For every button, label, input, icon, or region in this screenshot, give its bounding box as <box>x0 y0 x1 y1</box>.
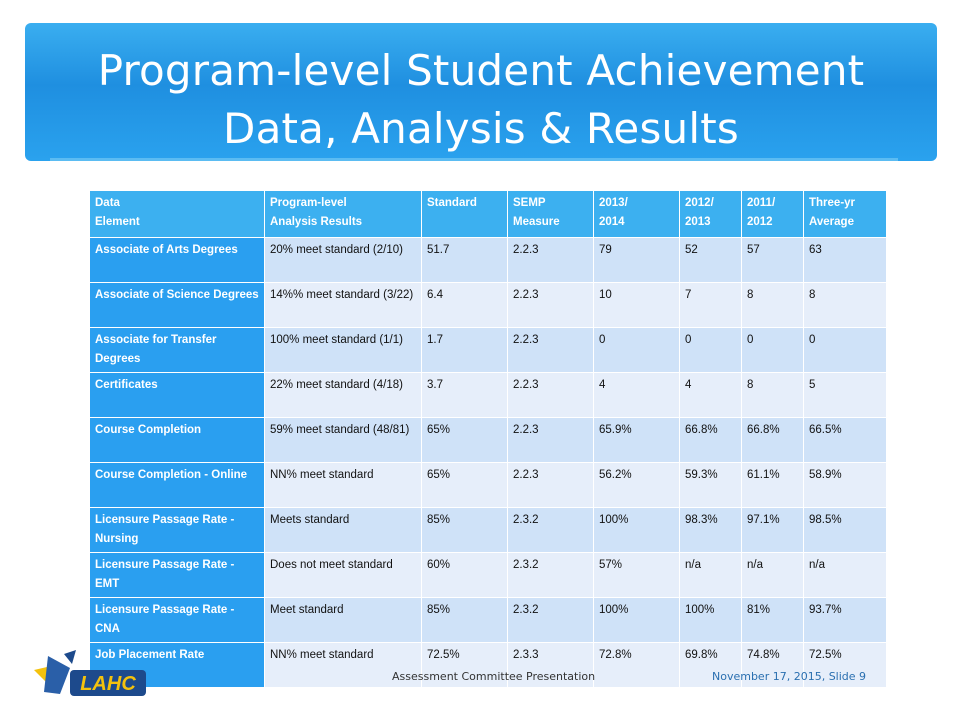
cell-y1213: 100% <box>680 598 742 643</box>
cell-y1112: 81% <box>742 598 804 643</box>
cell-avg: 0 <box>804 328 887 373</box>
table-row <box>90 238 887 283</box>
cell-analysis: Meet standard <box>265 598 422 643</box>
cell-analysis: 20% meet standard (2/10) <box>265 238 422 283</box>
cell-standard: 60% <box>422 553 508 598</box>
cell-y1112: 61.1% <box>742 463 804 508</box>
cell-y1314: 65.9% <box>594 418 680 463</box>
cell-semp: 2.3.2 <box>508 508 594 553</box>
cell-y1112: n/a <box>742 553 804 598</box>
cell-standard: 6.4 <box>422 283 508 328</box>
table-header-row <box>90 191 887 238</box>
table-row <box>90 328 887 373</box>
cell-y1213: 7 <box>680 283 742 328</box>
cell-analysis: NN% meet standard <box>265 643 422 688</box>
cell-y1213: 69.8% <box>680 643 742 688</box>
cell-y1213: n/a <box>680 553 742 598</box>
table-row <box>90 418 887 463</box>
cell-element: Associate for Transfer Degrees <box>90 328 265 373</box>
cell-y1314: 10 <box>594 283 680 328</box>
cell-semp: 2.2.3 <box>508 328 594 373</box>
cell-avg: 66.5% <box>804 418 887 463</box>
cell-element: Licensure Passage Rate - Nursing <box>90 508 265 553</box>
cell-y1314: 56.2% <box>594 463 680 508</box>
cell-avg: 93.7% <box>804 598 887 643</box>
cell-standard: 3.7 <box>422 373 508 418</box>
cell-analysis: 59% meet standard (48/81) <box>265 418 422 463</box>
cell-semp: 2.3.2 <box>508 553 594 598</box>
cell-standard: 72.5% <box>422 643 508 688</box>
cell-y1314: 0 <box>594 328 680 373</box>
cell-y1314: 72.8% <box>594 643 680 688</box>
cell-semp: 2.2.3 <box>508 238 594 283</box>
cell-y1112: 8 <box>742 373 804 418</box>
cell-analysis: 22% meet standard (4/18) <box>265 373 422 418</box>
footer-date-slide: November 17, 2015, Slide 9 <box>712 670 867 683</box>
cell-y1213: 66.8% <box>680 418 742 463</box>
cell-y1112: 74.8% <box>742 643 804 688</box>
cell-standard: 1.7 <box>422 328 508 373</box>
lahc-logo <box>30 648 150 700</box>
cell-semp: 2.3.3 <box>508 643 594 688</box>
cell-analysis: 100% meet standard (1/1) <box>265 328 422 373</box>
table-row <box>90 553 887 598</box>
header-data-element: Data Element <box>90 191 265 238</box>
header-2012-2013: 2012/ 2013 <box>680 191 742 238</box>
cell-y1213: 59.3% <box>680 463 742 508</box>
cell-avg: 5 <box>804 373 887 418</box>
cell-avg: 72.5% <box>804 643 887 688</box>
cell-y1213: 52 <box>680 238 742 283</box>
table-row <box>90 283 887 328</box>
header-analysis-results: Program-level Analysis Results <box>265 191 422 238</box>
cell-element: Course Completion <box>90 418 265 463</box>
table-row <box>90 508 887 553</box>
cell-y1314: 100% <box>594 508 680 553</box>
cell-element: Job Placement Rate <box>90 643 265 688</box>
cell-semp: 2.3.2 <box>508 598 594 643</box>
cell-y1314: 4 <box>594 373 680 418</box>
cell-element: Licensure Passage Rate - EMT <box>90 553 265 598</box>
table-row <box>90 598 887 643</box>
cell-semp: 2.2.3 <box>508 463 594 508</box>
cell-y1112: 0 <box>742 328 804 373</box>
slide-title <box>25 42 937 158</box>
cell-y1213: 0 <box>680 328 742 373</box>
cell-avg: 58.9% <box>804 463 887 508</box>
achievement-table <box>89 190 887 688</box>
cell-analysis: 14%% meet standard (3/22) <box>265 283 422 328</box>
title-line-1: Program-level Student Achievement <box>97 46 865 95</box>
cell-y1112: 66.8% <box>742 418 804 463</box>
cell-y1314: 100% <box>594 598 680 643</box>
svg-text:LAHC: LAHC <box>80 673 136 695</box>
cell-y1112: 57 <box>742 238 804 283</box>
cell-element: Course Completion - Online <box>90 463 265 508</box>
cell-avg: n/a <box>804 553 887 598</box>
cell-element: Associate of Arts Degrees <box>90 238 265 283</box>
header-standard: Standard <box>422 191 508 238</box>
footer-presentation-name: Assessment Committee Presentation <box>392 670 596 683</box>
cell-y1314: 79 <box>594 238 680 283</box>
cell-analysis: NN% meet standard <box>265 463 422 508</box>
table-row <box>90 373 887 418</box>
cell-y1213: 98.3% <box>680 508 742 553</box>
cell-y1112: 97.1% <box>742 508 804 553</box>
cell-semp: 2.2.3 <box>508 418 594 463</box>
header-three-yr-average: Three-yr Average <box>804 191 887 238</box>
cell-element: Associate of Science Degrees <box>90 283 265 328</box>
cell-avg: 8 <box>804 283 887 328</box>
cell-standard: 65% <box>422 418 508 463</box>
title-divider <box>50 158 898 161</box>
cell-standard: 65% <box>422 463 508 508</box>
header-2013-2014: 2013/ 2014 <box>594 191 680 238</box>
cell-y1213: 4 <box>680 373 742 418</box>
header-2011-2012: 2011/ 2012 <box>742 191 804 238</box>
cell-analysis: Meets standard <box>265 508 422 553</box>
cell-standard: 51.7 <box>422 238 508 283</box>
cell-standard: 85% <box>422 508 508 553</box>
cell-y1112: 8 <box>742 283 804 328</box>
table-row <box>90 463 887 508</box>
cell-element: Certificates <box>90 373 265 418</box>
cell-avg: 63 <box>804 238 887 283</box>
title-line-2: Data, Analysis & Results <box>223 104 739 153</box>
cell-semp: 2.2.3 <box>508 283 594 328</box>
cell-avg: 98.5% <box>804 508 887 553</box>
cell-semp: 2.2.3 <box>508 373 594 418</box>
cell-analysis: Does not meet standard <box>265 553 422 598</box>
cell-standard: 85% <box>422 598 508 643</box>
cell-y1314: 57% <box>594 553 680 598</box>
cell-element: Licensure Passage Rate - CNA <box>90 598 265 643</box>
header-semp-measure: SEMP Measure <box>508 191 594 238</box>
